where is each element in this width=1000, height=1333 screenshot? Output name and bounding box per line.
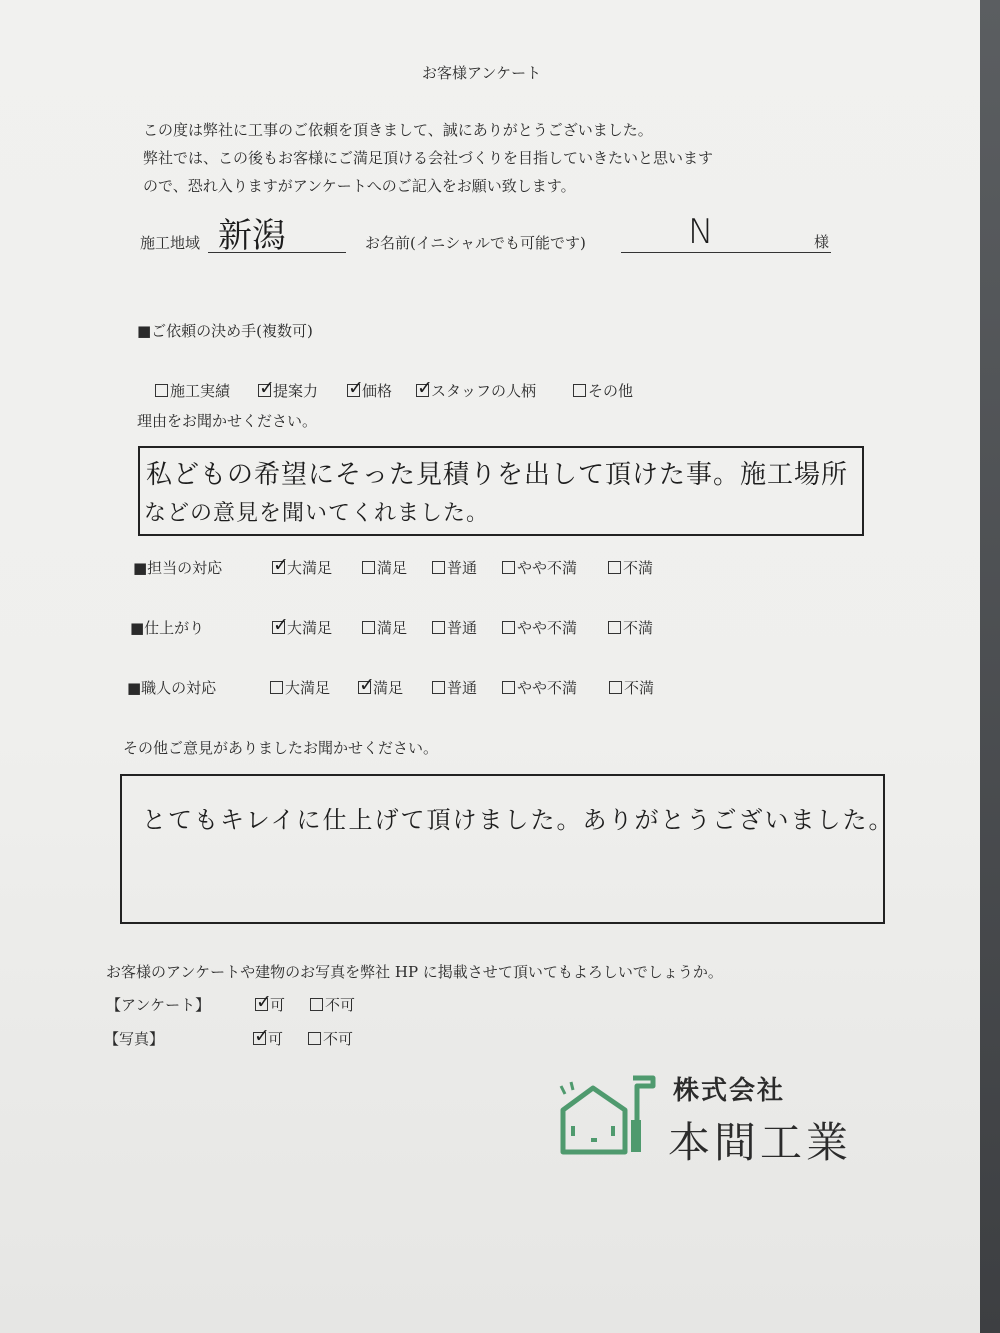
- checkmark-icon: ✓: [348, 377, 364, 399]
- checkbox-checked[interactable]: [416, 377, 433, 399]
- name-value: N: [688, 212, 714, 252]
- rating-option[interactable]: ✓ 大満足: [273, 614, 333, 637]
- checkbox[interactable]: [432, 621, 445, 634]
- decision-option[interactable]: ✓ スタッフの人柄: [417, 377, 537, 400]
- reason-text: 私どもの希望にそった見積りを出して頂けた事。施工場所: [146, 460, 849, 490]
- comments-label: その他ご意見がありましたお聞かせください。: [123, 739, 439, 757]
- desk-background: [980, 0, 1000, 1333]
- comments-text: とてもキレイに仕上げて頂けました。ありがとうございました。: [142, 806, 895, 834]
- checkmark-icon: ✓: [417, 377, 433, 399]
- reason-text: などの意見を聞いてくれました。: [144, 501, 490, 526]
- permission-label: 【アンケート】: [106, 996, 211, 1014]
- intro-line: この度は弊社に工事のご依頼を頂きまして、誠にありがとうございました。: [143, 121, 653, 139]
- area-label: 施工地域: [140, 234, 201, 252]
- rating-option[interactable]: 不満: [608, 557, 653, 578]
- decision-option[interactable]: ✓ 提案力: [259, 377, 319, 400]
- checkbox[interactable]: [608, 621, 621, 634]
- rating-option[interactable]: やや不満: [502, 677, 577, 698]
- checkbox-checked[interactable]: [358, 674, 375, 696]
- permission-label: 【写真】: [104, 1030, 165, 1048]
- checkmark-icon: ✓: [259, 377, 275, 399]
- rating-label: ■仕上がり: [130, 619, 205, 637]
- area-value: 新潟: [218, 216, 286, 256]
- checkbox[interactable]: [432, 681, 445, 694]
- form-title: お客様アンケート: [422, 64, 542, 82]
- honorific: 様: [814, 233, 830, 251]
- checkbox-checked[interactable]: [258, 377, 275, 399]
- rating-option[interactable]: 不満: [609, 677, 654, 698]
- comments-box[interactable]: [120, 774, 895, 924]
- intro-line: 弊社では、この後もお客様にご満足頂ける会社づくりを目指していきたいと思います: [143, 149, 714, 167]
- intro-line: ので、恐れ入りますがアンケートへのご記入をお願い致します。: [143, 177, 576, 195]
- checkbox-checked[interactable]: [347, 377, 364, 399]
- company-name-prefix: 株式会社: [673, 1076, 786, 1106]
- checkbox[interactable]: [502, 561, 515, 574]
- name-underline: [621, 252, 831, 253]
- rating-option[interactable]: 普通: [432, 617, 477, 638]
- permission-no[interactable]: 不可: [308, 1028, 353, 1049]
- decision-option[interactable]: ✓ 価格: [348, 377, 393, 400]
- rating-option[interactable]: やや不満: [502, 557, 577, 578]
- checkbox[interactable]: [432, 561, 445, 574]
- checkbox-checked[interactable]: [255, 991, 272, 1013]
- reason-box[interactable]: [138, 446, 864, 536]
- decision-option[interactable]: 施工実績: [155, 380, 230, 401]
- checkbox[interactable]: [308, 1032, 321, 1045]
- area-underline: [208, 252, 346, 253]
- checkbox[interactable]: [502, 621, 515, 634]
- checkbox[interactable]: [310, 998, 323, 1011]
- checkbox[interactable]: [155, 384, 168, 397]
- permission-yes[interactable]: ✓ 可: [254, 1025, 284, 1048]
- decision-option[interactable]: その他: [573, 380, 633, 401]
- checkbox[interactable]: [608, 561, 621, 574]
- checkbox[interactable]: [609, 681, 622, 694]
- checkbox[interactable]: [270, 681, 283, 694]
- rating-option[interactable]: 満足: [362, 617, 407, 638]
- checkbox[interactable]: [573, 384, 586, 397]
- rating-option[interactable]: ✓ 大満足: [273, 554, 333, 577]
- rating-option[interactable]: 満足: [362, 557, 407, 578]
- rating-option[interactable]: やや不満: [502, 617, 577, 638]
- permission-yes[interactable]: ✓ 可: [256, 991, 286, 1014]
- checkbox[interactable]: [502, 681, 515, 694]
- reason-label: 理由をお聞かせください。: [137, 412, 318, 430]
- name-label: お名前(イニシャルでも可能です): [365, 234, 586, 252]
- checkbox-checked[interactable]: [272, 554, 289, 576]
- checkmark-icon: ✓: [273, 554, 289, 576]
- permission-question: お客様のアンケートや建物のお写真を弊社 HP に掲載させて頂いてもよろしいでしょうか。: [106, 963, 723, 981]
- checkmark-icon: ✓: [359, 674, 375, 696]
- rating-label: ■担当の対応: [133, 559, 223, 577]
- rating-option[interactable]: ✓ 満足: [359, 674, 404, 697]
- checkbox[interactable]: [362, 621, 375, 634]
- rating-label: ■職人の対応: [127, 679, 217, 697]
- company-name: 本間工業: [668, 1118, 853, 1167]
- checkbox-checked[interactable]: [272, 614, 289, 636]
- decision-heading: ■ご依頼の決め手(複数可): [137, 322, 313, 340]
- checkbox-checked[interactable]: [253, 1025, 270, 1047]
- rating-option[interactable]: 大満足: [270, 677, 330, 698]
- rating-option[interactable]: 普通: [432, 677, 477, 698]
- rating-option[interactable]: 普通: [432, 557, 477, 578]
- intro-text: [143, 116, 713, 200]
- permission-no[interactable]: 不可: [310, 994, 355, 1015]
- checkmark-icon: ✓: [254, 1025, 270, 1047]
- checkmark-icon: ✓: [273, 614, 289, 636]
- checkbox[interactable]: [362, 561, 375, 574]
- rating-option[interactable]: 不満: [608, 617, 653, 638]
- checkmark-icon: ✓: [256, 991, 272, 1013]
